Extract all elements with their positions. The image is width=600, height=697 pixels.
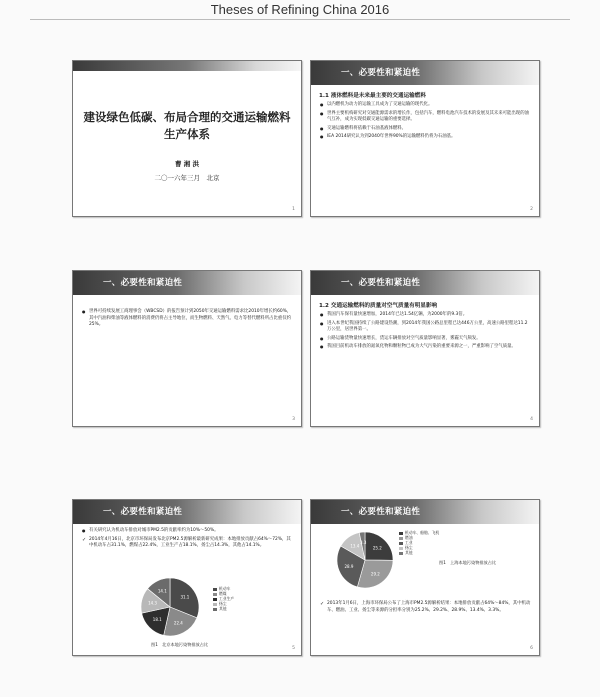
- legend-entry-5: [213, 606, 234, 611]
- slide-2-page-number: 2: [530, 207, 533, 212]
- slide-3-banner: [73, 271, 301, 295]
- slide-6-pie-chart: [335, 530, 395, 594]
- slide-5-page-number: 5: [292, 646, 295, 651]
- slide-1-author: 曹 湘 洪: [174, 160, 200, 168]
- slide-4-page-number: 4: [530, 417, 533, 422]
- slide-2-bullet: ● 以内燃机为动力的运输工具成为了交通运输的现代化。: [319, 102, 531, 109]
- pie-data-label-2: 29.2: [370, 571, 380, 577]
- slide-4-banner-title: 一、必要性和紧迫性: [341, 278, 421, 288]
- slide-2-bullet: ● 交通运输燃料将依赖于石油基液体燃料。: [319, 126, 531, 133]
- running-header: Theses of Refining China 2016: [210, 2, 390, 17]
- legend-label: 其他: [219, 606, 227, 611]
- slide-2: [310, 60, 540, 217]
- pie-data-label-3: 28.9: [344, 564, 354, 570]
- slide-6-banner: [311, 500, 539, 524]
- slide-5-bullet: ● 有关研究认为机动车排放对城市PM2.5的贡献率约为10%～50%。: [81, 528, 293, 535]
- pie-data-label-4: 14.3: [148, 600, 157, 606]
- slide-3-bullet: ● 世界可持续发展工商理事会（WBCSD）的报告预计到2050年交通运输燃料需求比2010年增长约60%，其中汽油和柴油等液体燃料的消费仍将占主导地位，而生物燃料、天然气、电力等替代燃料所占比重仅约25%。: [81, 309, 293, 329]
- slide-1-page-number: 1: [292, 207, 295, 212]
- legend-swatch: [399, 552, 403, 555]
- slide-2-subhead: 1.1 液体燃料是未来最主要的交通运输燃料: [319, 93, 426, 99]
- pie-data-label-3: 18.1: [152, 617, 162, 623]
- pie-data-label-1: 25.2: [372, 545, 382, 551]
- slide-6-banner-title: 一、必要性和紧迫性: [341, 507, 421, 517]
- slide-6-page-number: 6: [530, 646, 533, 651]
- slide-2-bullet: ● IEA 2014研究认为到2040年世界90%的运输燃料仍将为石油基。: [319, 134, 531, 141]
- legend-label: 燃煤: [219, 591, 227, 596]
- slide-5-caption: 图1 北京本地污染物排放占比: [151, 642, 209, 647]
- pie-data-label-2: 22.4: [173, 620, 183, 626]
- slide-4-bullet: ● 我国汽车保有量快速增加，2014年已达1.54亿辆，为2000年的9.3倍。: [319, 312, 531, 319]
- legend-label: 扬尘: [405, 545, 413, 550]
- slide-1-date: 二〇一六年三月 北京: [154, 174, 220, 182]
- legend-label: 工业: [405, 540, 413, 545]
- slide-5-bullet: ✓ 2014年4月16日，北京市环保局发布北京PM2.5源解析最新研究成果：本地排放贡献占64%～72%，其中机动车占31.1%，燃煤占22.4%，工业生产占18.1%，扬尘占14.3%，其他占14.1%。: [81, 537, 293, 550]
- slide-1: [72, 60, 302, 217]
- legend-swatch: [213, 608, 217, 611]
- slide-5-banner-title: 一、必要性和紧迫性: [103, 507, 183, 517]
- slide-1-banner: [73, 61, 301, 71]
- header-rule: [30, 19, 570, 20]
- slide-2-bullet: ● 世界主要机构研究对交通能源需求的增长作，包括汽车，燃料电池汽车技术的发展及其未来可能出现的油气互补，成为实现低碳交通运输的重要选择。: [319, 111, 531, 124]
- slide-6-legend: [399, 530, 439, 555]
- pie-data-label-5: 3.3: [360, 540, 367, 546]
- slide-6: [310, 499, 540, 656]
- slide-5-banner: [73, 500, 301, 524]
- slide-4: [310, 270, 540, 427]
- slide-4-bullet: ● 进入本世纪我国持续了公路建设热潮，到2014年我国公路总里程已达446万公里，高速公路里程达11.2万公里，居世界第一。: [319, 321, 531, 334]
- legend-label: 燃油: [405, 535, 413, 540]
- slide-2-banner: [311, 61, 539, 85]
- legend-entry-5: [399, 550, 439, 555]
- slide-6-caption: 图1 上海本地污染物排放占比: [439, 560, 497, 565]
- slide-4-subhead: 1.2 交通运输燃料的质量对空气质量有明显影响: [319, 303, 438, 309]
- legend-label: 机动车、船舶、飞机: [405, 530, 440, 535]
- legend-label: 其他: [405, 550, 413, 555]
- legend-label: 机动车: [219, 586, 231, 591]
- slide-5-legend: [213, 586, 234, 611]
- pie-data-label-5: 14.1: [157, 588, 167, 594]
- legend-label: 工业生产: [219, 596, 235, 601]
- pie-data-label-1: 31.1: [180, 594, 190, 600]
- slide-4-bullet: ● 公路运输货物量快速增长，货运车辆排放对空气质量影响显著，雾霾天气频发。: [319, 336, 531, 343]
- slide-3-page-number: 3: [292, 417, 295, 422]
- slide-3-banner-title: 一、必要性和紧迫性: [103, 278, 183, 288]
- pie-data-label-4: 13.4: [350, 543, 360, 549]
- slide-4-bullet: ● 我国目前机动车排放的氮氧化物和颗粒物已成为大气污染的重要来源之一，严重影响了空气质量。: [319, 344, 531, 351]
- slide-1-title: 建设绿色低碳、布局合理的交通运输燃料生产体系: [83, 110, 291, 141]
- slide-5-pie-chart: [135, 576, 205, 642]
- slide-6-bullet: ✓ 2013年1月6日，上海市环保局公布了上海市PM2.5源解析结果：本地排放贡献占64%～84%，其中机动车、燃油、工业、扬尘等来源的分担率分别为25.2%、29.2%、28.9%、13.4%、3.3%。: [319, 601, 531, 614]
- slide-4-banner: [311, 271, 539, 295]
- slide-5: [72, 499, 302, 656]
- legend-label: 扬尘: [219, 601, 227, 606]
- slide-2-banner-title: 一、必要性和紧迫性: [341, 68, 421, 78]
- slide-3: [72, 270, 302, 427]
